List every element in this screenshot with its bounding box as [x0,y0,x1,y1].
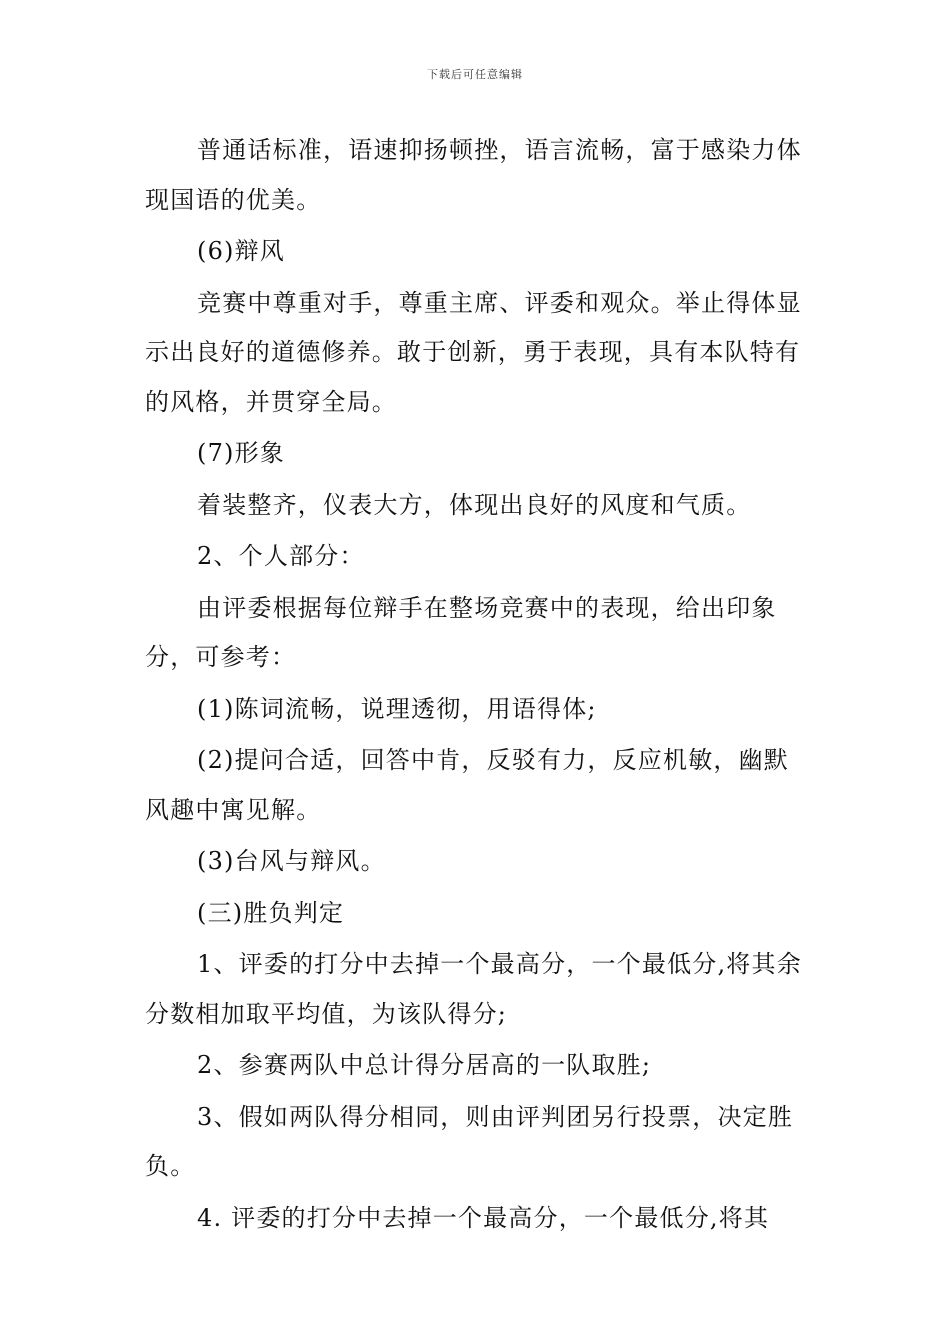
document-body [145,126,810,1245]
list-item-manner: (3)台风与辩风。 [197,847,386,875]
list-item-statement: (1)陈词流畅，说理透彻，用语得体; [197,694,597,723]
rule-item-2: 2、参赛两队中总计得分居高的一队取胜; [197,1051,652,1079]
rule-item-4: 4. 评委的打分中去掉一个最高分，一个最低分,将其 [197,1203,770,1232]
rule-item-3: 3、假如两队得分相同，则由评判团另行投票，决定胜负。 [145,1102,794,1180]
heading-individual-part: 2、个人部分： [197,542,365,570]
paragraph-individual-score: 由评委根据每位辩手在整场竞赛中的表现，给出印象分，可参考： [145,593,777,671]
heading-judgement: (三)胜负判定 [197,898,345,927]
page-header: 下载后可任意编辑 [427,68,523,81]
rule-item-1: 1、评委的打分中去掉一个最高分，一个最低分,将其余分数相加取平均值，为该队得分; [145,950,802,1028]
list-item-questioning: (2)提问合适，回答中肯，反驳有力，反应机敏，幽默风趣中寓见解。 [145,746,789,824]
paragraph-image: 着装整齐，仪表大方，体现出良好的风度和气质。 [197,490,752,519]
heading-image: (7)形象 [197,439,285,467]
paragraph-speech-standard: 普通话标准，语速抑扬顿挫，语言流畅，富于感染力体现国语的优美。 [145,136,802,214]
paragraph-debate-style: 竞赛中尊重对手，尊重主席、评委和观众。举止得体显示出良好的道德修养。敢于创新，勇于表现，具有本队特有的风格，并贯穿全局。 [145,288,802,416]
heading-debate-style: (6)辩风 [197,237,285,265]
